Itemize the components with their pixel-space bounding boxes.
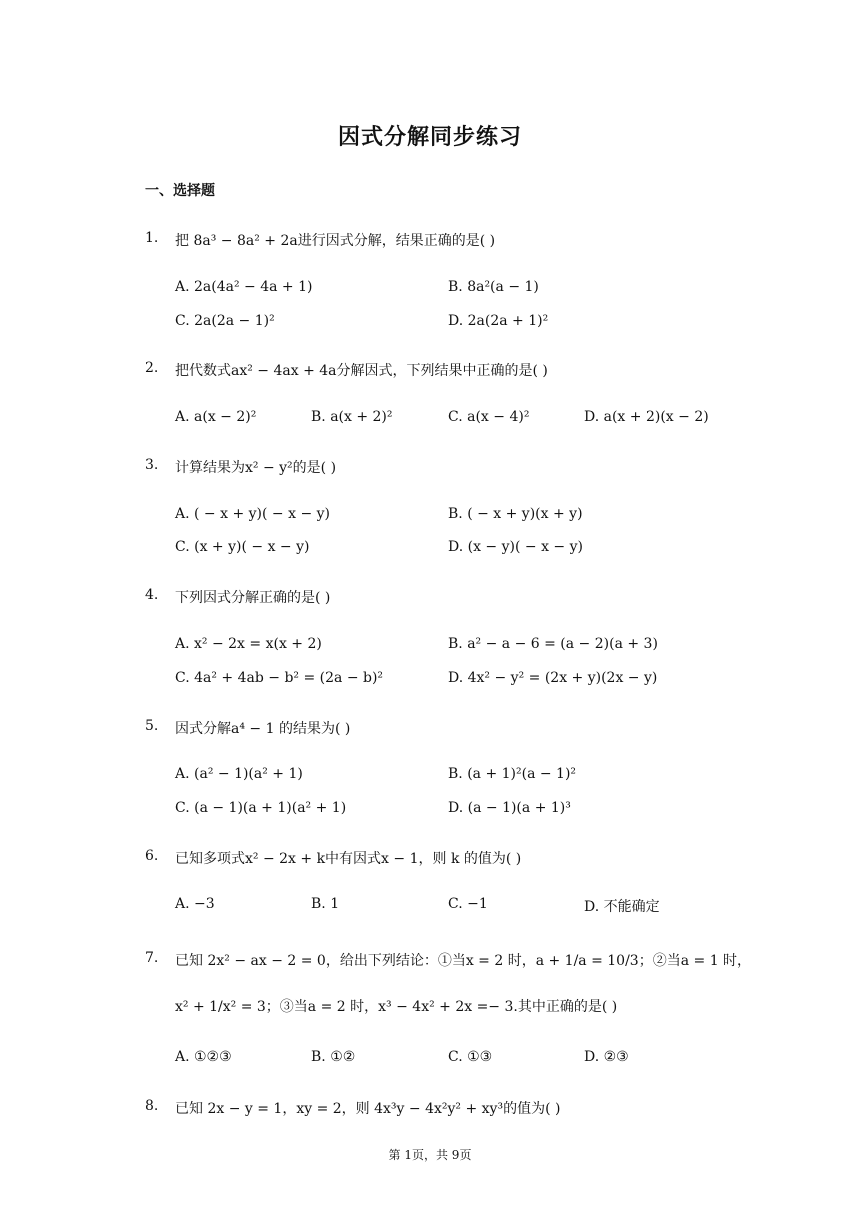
option-b: B. ①② [311,1049,356,1065]
question-stem: 已知 2x − y = 1，xy = 2，则 4x³y − 4x²y² + xy³的值为( ) [175,1101,561,1117]
question-stem: 已知 2x² − ax − 2 = 0，给出下列结论：①当x = 2 时，a + 1/a = 10/3；②当a = 1 时， [175,953,752,969]
option-c: C. (a − 1)(a + 1)(a² + 1) [175,800,347,816]
question-stem: 计算结果为x² − y²的是( ) [175,460,337,476]
option-b: B. 8a²(a − 1) [448,279,539,295]
option-c: C. −1 [448,896,488,912]
option-a: A. ( − x + y)( − x − y) [175,506,330,522]
option-a: A. x² − 2x = x(x + 2) [175,636,322,652]
option-c: C. (x + y)( − x − y) [175,539,310,555]
section-heading: 一、选择题 [145,183,215,199]
question-number: 3. [145,457,159,473]
option-b: B. (a + 1)²(a − 1)² [448,766,577,782]
question-number: 2. [145,360,159,376]
option-a: A. 2a(4a² − 4a + 1) [175,279,313,295]
option-d: D. ②③ [584,1049,629,1065]
option-b: B. ( − x + y)(x + y) [448,506,583,522]
page-footer: 第 1页，共 9页 [388,1148,472,1162]
option-d: D. (x − y)( − x − y) [448,539,583,555]
option-a: A. −3 [175,896,215,912]
question-stem: 把 8a³ − 8a² + 2a进行因式分解，结果正确的是( ) [175,233,496,249]
option-d: D. 2a(2a + 1)² [448,313,549,329]
question-stem: 下列因式分解正确的是( ) [175,590,331,606]
option-a: A. (a² − 1)(a² + 1) [175,766,303,782]
page-title: 因式分解同步练习 [337,125,522,150]
question-number: 7. [145,950,159,966]
option-c: C. a(x − 4)² [448,409,530,425]
option-c: C. 4a² + 4ab − b² = (2a − b)² [175,670,384,686]
question-stem-continued: x² + 1/x² = 3；③当a = 2 时，x³ − 4x² + 2x =− 3.其中正确的是( ) [175,999,618,1015]
option-a: A. a(x − 2)² [175,409,257,425]
question-stem: 已知多项式x² − 2x + k中有因式x − 1，则 k 的值为( ) [175,851,522,867]
option-b: B. a² − a − 6 = (a − 2)(a + 3) [448,636,658,652]
option-a: A. ①②③ [175,1049,232,1065]
option-c: C. ①③ [448,1049,493,1065]
option-b: B. 1 [311,896,340,912]
question-number: 6. [145,848,159,864]
question-number: 4. [145,587,159,603]
question-number: 5. [145,718,159,734]
question-number: 8. [145,1098,159,1114]
question-number: 1. [145,230,159,246]
question-stem: 因式分解a⁴ − 1 的结果为( ) [175,721,351,737]
option-c: C. 2a(2a − 1)² [175,313,275,329]
option-d: D. 不能确定 [584,899,660,915]
option-d: D. a(x + 2)(x − 2) [584,409,709,425]
option-d: D. 4x² − y² = (2x + y)(2x − y) [448,670,658,686]
option-b: B. a(x + 2)² [311,409,393,425]
option-d: D. (a − 1)(a + 1)³ [448,800,571,816]
question-stem: 把代数式ax² − 4ax + 4a分解因式，下列结果中正确的是( ) [175,363,548,379]
